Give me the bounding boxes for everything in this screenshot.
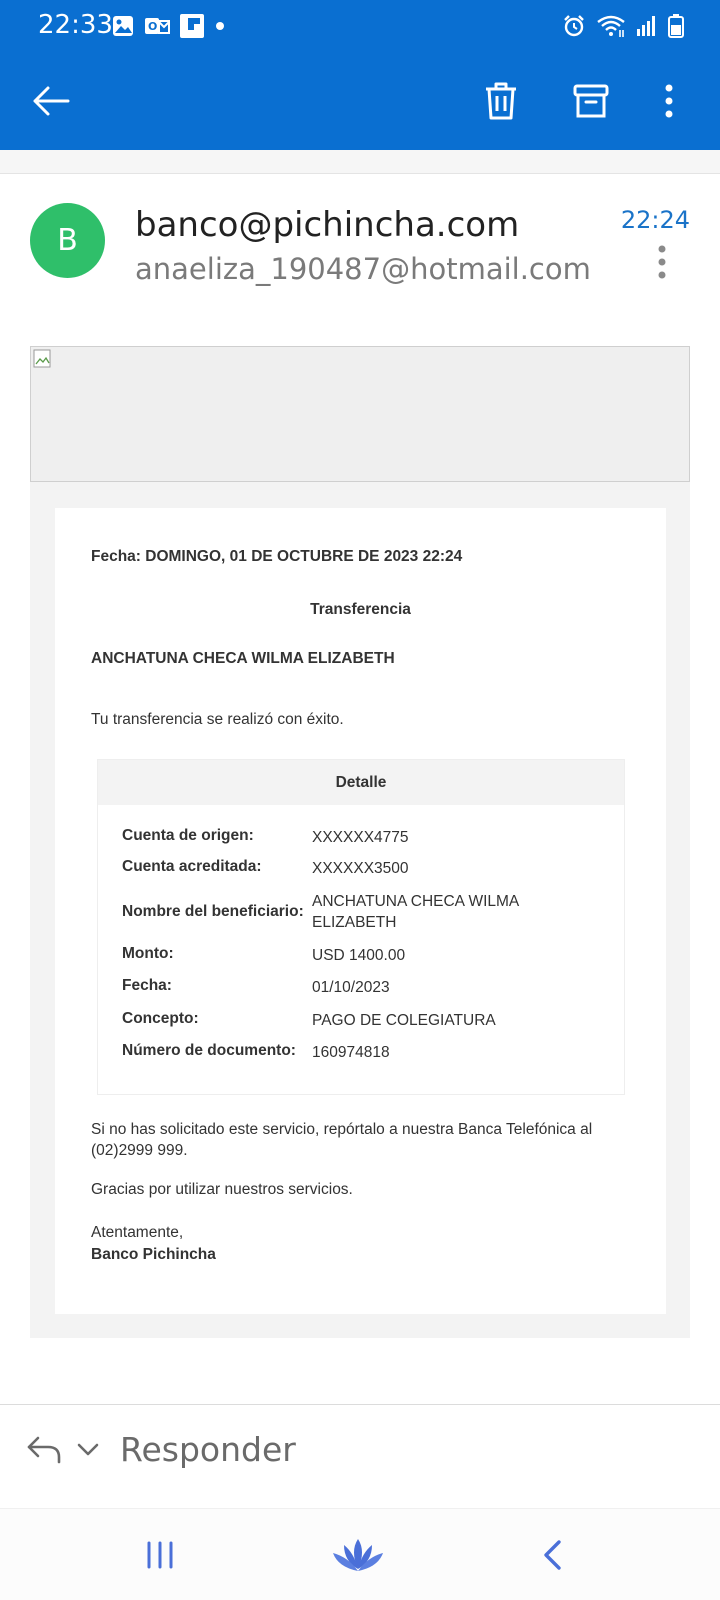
email-signature bbox=[91, 1222, 216, 1266]
alarm-icon bbox=[562, 14, 586, 38]
detail-value: ANCHATUNA CHECA WILMA ELIZABETH bbox=[312, 893, 519, 931]
back-button[interactable] bbox=[24, 74, 78, 128]
outlook-icon bbox=[144, 15, 170, 37]
signal-icon bbox=[636, 15, 658, 37]
email-success-text: Tu transferencia se realizó con éxito. bbox=[91, 711, 344, 728]
detail-row bbox=[122, 827, 612, 848]
detail-row bbox=[122, 858, 612, 879]
app-toolbar bbox=[0, 52, 720, 150]
lotus-home-icon bbox=[330, 1535, 386, 1575]
detail-row bbox=[122, 891, 612, 933]
email-signature-name: Banco Pichincha bbox=[91, 1246, 216, 1263]
gallery-icon bbox=[112, 15, 134, 37]
detail-label: Monto: bbox=[122, 945, 174, 962]
trash-icon bbox=[483, 81, 519, 121]
detail-label: Cuenta acreditada: bbox=[122, 858, 262, 875]
detail-label: Cuenta de origen: bbox=[122, 827, 254, 844]
status-time: 22:33 bbox=[38, 10, 113, 40]
broken-image-icon bbox=[33, 349, 53, 369]
detail-label: Nombre del beneficiario: bbox=[122, 903, 304, 920]
recent-apps-icon bbox=[145, 1540, 175, 1570]
email-type: Transferencia bbox=[310, 601, 411, 618]
sender-avatar[interactable]: B bbox=[30, 203, 105, 278]
detail-value: XXXXXX3500 bbox=[312, 860, 409, 877]
detail-value: PAGO DE COLEGIATURA bbox=[312, 1012, 496, 1029]
reply-icon bbox=[26, 1435, 62, 1465]
status-bar bbox=[0, 0, 720, 52]
chevron-left-icon bbox=[541, 1539, 563, 1571]
email-recipient-name: ANCHATUNA CHECA WILMA ELIZABETH bbox=[91, 650, 395, 667]
detail-table bbox=[97, 759, 625, 1095]
email-report-text: Si no has solicitado este servicio, repórtalo a nuestra Banca Telefónica al (02)2999 999. bbox=[91, 1121, 593, 1159]
email-header-image bbox=[30, 346, 690, 482]
detail-value: 160974818 bbox=[312, 1044, 390, 1061]
detail-value: USD 1400.00 bbox=[312, 947, 406, 964]
more-vertical-icon bbox=[664, 84, 674, 118]
reply-divider bbox=[0, 1404, 720, 1405]
email-thanks-text: Gracias por utilizar nuestros servicios. bbox=[91, 1181, 353, 1198]
detail-row bbox=[122, 1042, 612, 1063]
flipboard-icon bbox=[180, 14, 204, 38]
archive-button[interactable] bbox=[564, 74, 618, 128]
detail-value: XXXXXX4775 bbox=[312, 829, 409, 846]
battery-icon bbox=[668, 14, 684, 38]
status-system-icons bbox=[562, 14, 684, 38]
archive-icon bbox=[573, 83, 609, 119]
email-body-frame bbox=[30, 482, 690, 1338]
back-arrow-icon bbox=[32, 85, 70, 117]
status-notification-icons bbox=[112, 14, 226, 38]
svg-text:O: O bbox=[148, 20, 158, 33]
email-date-line: Fecha: DOMINGO, 01 DE OCTUBRE DE 2023 22:24 bbox=[91, 548, 463, 565]
message-more-button[interactable] bbox=[656, 244, 668, 280]
system-nav-bar bbox=[0, 1508, 720, 1600]
detail-row bbox=[122, 977, 612, 998]
header-divider bbox=[0, 150, 720, 174]
sender-address[interactable]: banco@pichincha.com bbox=[135, 205, 520, 245]
recent-apps-button[interactable] bbox=[130, 1533, 190, 1577]
wifi-icon bbox=[596, 14, 626, 38]
email-closing: Atentamente, bbox=[91, 1224, 184, 1241]
more-options-button[interactable] bbox=[642, 74, 696, 128]
detail-row bbox=[122, 945, 612, 966]
dot-icon bbox=[214, 20, 226, 32]
detail-label: Fecha: bbox=[122, 977, 172, 994]
detail-row bbox=[122, 1010, 612, 1031]
nav-back-button[interactable] bbox=[522, 1533, 582, 1577]
home-button[interactable] bbox=[328, 1533, 388, 1577]
reply-button[interactable] bbox=[26, 1430, 296, 1469]
recipient-address[interactable]: anaeliza_190487@hotmail.com bbox=[135, 252, 591, 286]
message-time: 22:24 bbox=[620, 206, 690, 234]
detail-label: Número de documento: bbox=[122, 1042, 296, 1059]
detail-label: Concepto: bbox=[122, 1010, 199, 1027]
detail-table-title: Detalle bbox=[98, 760, 624, 805]
chevron-down-icon[interactable] bbox=[76, 1442, 100, 1458]
more-vertical-icon bbox=[656, 244, 668, 280]
email-card bbox=[55, 508, 666, 1314]
delete-button[interactable] bbox=[474, 74, 528, 128]
detail-value: 01/10/2023 bbox=[312, 979, 390, 996]
reply-label: Responder bbox=[120, 1430, 296, 1469]
